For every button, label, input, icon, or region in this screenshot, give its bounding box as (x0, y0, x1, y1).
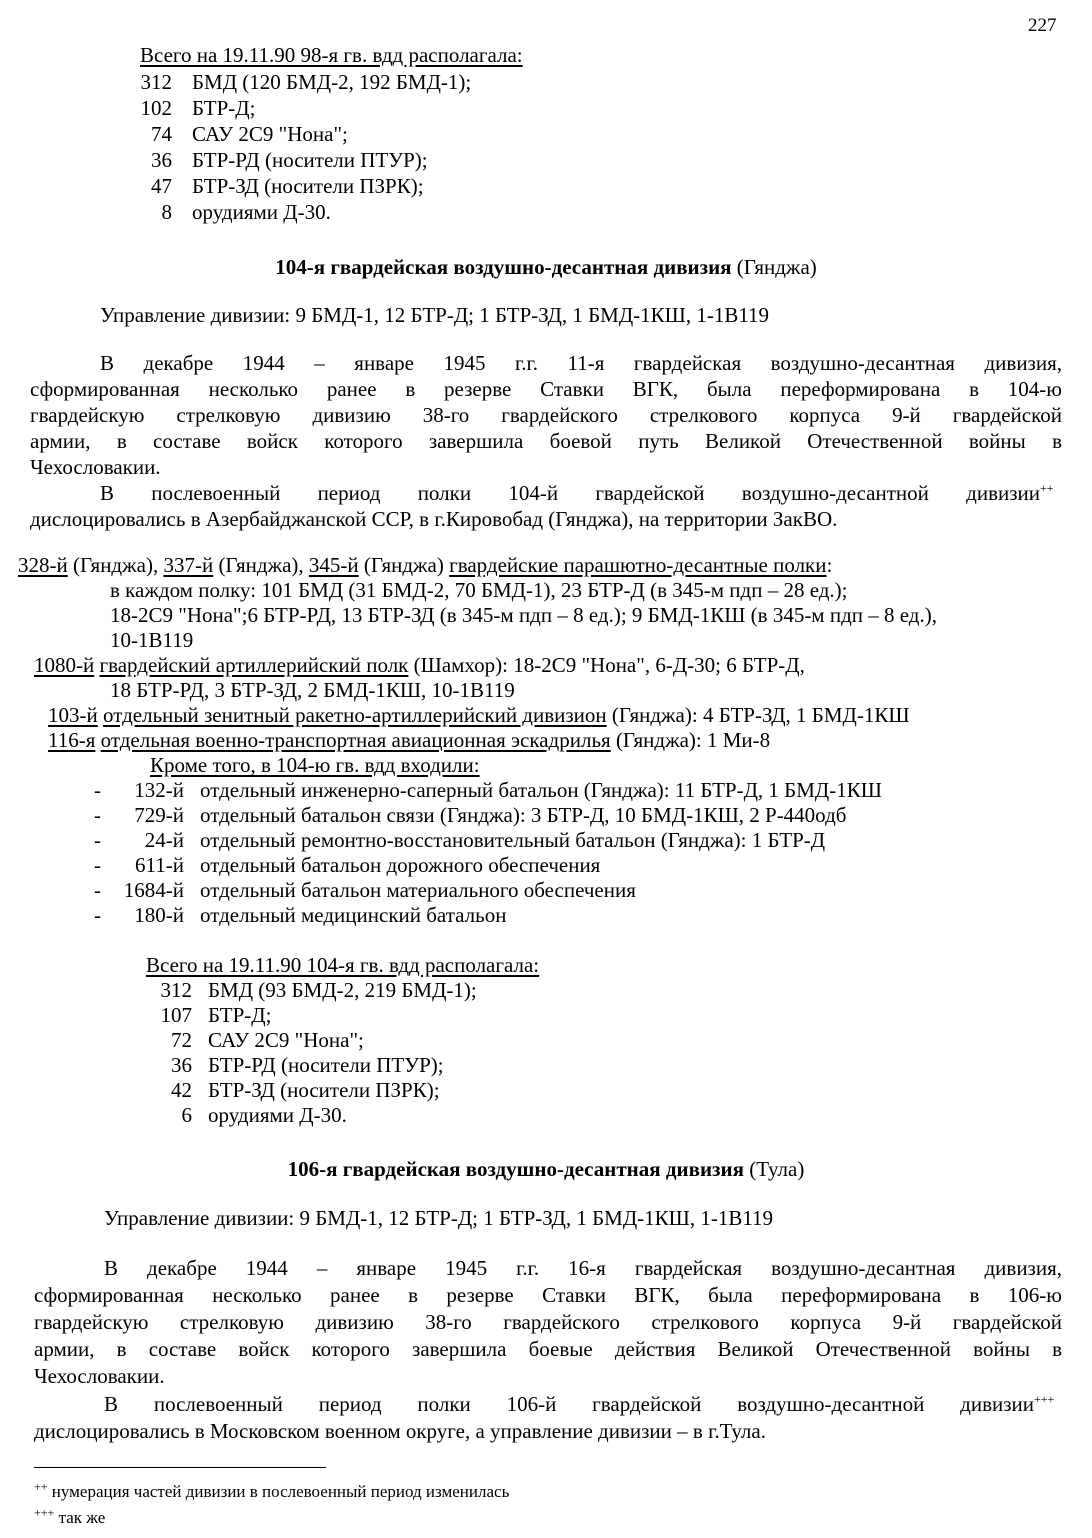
paragraph-line: армии, в составе войск которого завершила боевой путь Великой Отечественной войны в (30, 429, 1062, 453)
also-heading: Кроме того, в 104-ю гв. вдд входили: (150, 753, 480, 777)
list-item: - 24-й отдельный ремонтно-восстановительный батальон (Гянджа): 1 БТР-Д (94, 828, 826, 852)
list-item: 8 орудиями Д-30. (161, 200, 331, 224)
paragraph-line: В послевоенный период полки 106-й гвардейской воздушно-десантной дивизии+++ (104, 1392, 1055, 1416)
footnote: +++ так же (34, 1505, 106, 1527)
paragraph-line: сформированная несколько ранее в резерве Ставки ВГК, была переформирована в 106-ю (34, 1283, 1062, 1307)
regiments-detail: в каждом полку: 101 БМД (31 БМД-2, 70 БМД-1), 23 БТР-Д (в 345-м пдп – 28 ед.); (110, 578, 848, 602)
list-item: 6 орудиями Д-30. (181, 1103, 347, 1127)
list-item: 36 БТР-РД (носители ПТУР); (171, 1053, 444, 1077)
list-item: - 729-й отдельный батальон связи (Гянджа): 3 БТР-Д, 10 БМД-1КШ, 2 Р-440одб (94, 803, 847, 827)
division-106-title: 106-я гвардейская воздушно-десантная дивизия (Тула) (287, 1157, 805, 1181)
summary-104-heading: Всего на 19.11.90 104-я гв. вдд располагала: (146, 953, 540, 977)
division-104-management: Управление дивизии: 9 БМД-1, 12 БТР-Д; 1 БТР-ЗД, 1 БМД-1КШ, 1-1В119 (100, 303, 770, 327)
summary-98-heading: Всего на 19.11.90 98-я гв. вдд располагала: (140, 43, 523, 67)
list-item: - 611-й отдельный батальон дорожного обеспечения (94, 853, 601, 877)
list-item: 102 БТР-Д; (140, 96, 256, 120)
list-item: 107 БТР-Д; (160, 1003, 272, 1027)
paragraph-line: Чехословакии. (34, 1364, 165, 1388)
list-item: 312 БМД (93 БМД-2, 219 БМД-1); (160, 978, 477, 1002)
aviation-squadron: 116-я отдельная военно-транспортная авиационная эскадрилья (Гянджа): 1 Ми-8 (48, 728, 771, 752)
paragraph-line: дислоцировались в Азербайджанской ССР, в г.Кировобад (Гянджа), на территории ЗакВО. (30, 507, 838, 531)
aa-battalion: 103-й отдельный зенитный ракетно-артиллерийский дивизион (Гянджа): 4 БТР-ЗД, 1 БМД-1КШ (48, 703, 910, 727)
list-item: 312 БМД (120 БМД-2, 192 БМД-1); (140, 70, 472, 94)
list-item: 42 БТР-ЗД (носители ПЗРК); (171, 1078, 440, 1102)
list-item: - 180-й отдельный медицинский батальон (94, 903, 507, 927)
footnote-separator (34, 1467, 326, 1468)
footnote: ++ нумерация частей дивизии в послевоенный период изменилась (34, 1479, 510, 1501)
list-item: - 132-й отдельный инженерно-саперный батальон (Гянджа): 11 БТР-Д, 1 БМД-1КШ (94, 778, 882, 802)
paragraph-line: В декабре 1944 – январе 1945 г.г. 16-я гвардейская воздушно-десантная дивизия, (104, 1256, 1062, 1280)
paragraph-line: дислоцировались в Московском военном округе, а управление дивизии – в г.Тула. (34, 1419, 766, 1443)
artillery-detail: 18 БТР-РД, 3 БТР-ЗД, 2 БМД-1КШ, 10-1В119 (110, 678, 515, 702)
paragraph-line: армии, в составе войск которого завершила боевые действия Великой Отечественной войны в (34, 1337, 1062, 1361)
list-item: 36 БТР-РД (носители ПТУР); (151, 148, 428, 172)
footnote-marker: ++ (1040, 481, 1054, 495)
paragraph-line: Чехословакии. (30, 455, 161, 479)
division-106-management: Управление дивизии: 9 БМД-1, 12 БТР-Д; 1 БТР-ЗД, 1 БМД-1КШ, 1-1В119 (104, 1206, 774, 1230)
footnote-marker: +++ (1034, 1392, 1055, 1406)
paragraph-line: гвардейскую стрелковую дивизию 38-го гвардейского стрелкового корпуса 9-й гвардейской (34, 1310, 1062, 1334)
artillery-regiment: 1080-й гвардейский артиллерийский полк (Шамхор): 18-2С9 "Нона", 6-Д-30; 6 БТР-Д, (34, 653, 805, 677)
list-item: 47 БТР-ЗД (носители ПЗРК); (151, 174, 424, 198)
page-number: 227 (1028, 15, 1057, 36)
list-item: 74 САУ 2С9 "Нона"; (151, 122, 348, 146)
regiments-detail: 10-1В119 (110, 628, 194, 652)
paragraph-line: гвардейскую стрелковую дивизию 38-го гвардейского стрелкового корпуса 9-й гвардейской (30, 403, 1062, 427)
division-104-title: 104-я гвардейская воздушно-десантная дивизия (Гянджа) (275, 255, 817, 279)
list-item: 72 САУ 2С9 "Нона"; (171, 1028, 364, 1052)
paragraph-line: В послевоенный период полки 104-й гвардейской воздушно-десантной дивизии++ (100, 481, 1054, 505)
list-item: - 1684-й отдельный батальон материального обеспечения (94, 878, 636, 902)
paragraph-line: В декабре 1944 – январе 1945 г.г. 11-я гвардейская воздушно-десантная дивизия, (100, 351, 1062, 375)
regiments-line: 328-й (Гянджа), 337-й (Гянджа), 345-й (Гянджа) гвардейские парашютно-десантные полки: (18, 553, 833, 577)
paragraph-line: сформированная несколько ранее в резерве Ставки ВГК, была переформирована в 104-ю (30, 377, 1062, 401)
regiments-detail: 18-2С9 "Нона";6 БТР-РД, 13 БТР-ЗД (в 345-м пдп – 8 ед.); 9 БМД-1КШ (в 345-м пдп – 8 ед.), (110, 603, 937, 627)
